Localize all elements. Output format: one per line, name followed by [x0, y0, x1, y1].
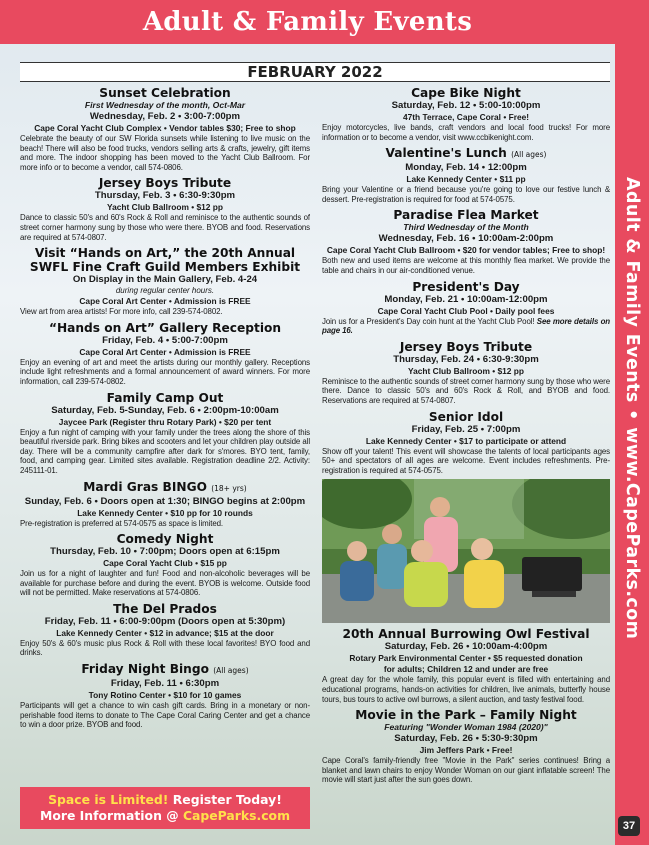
event-description: [322, 185, 610, 204]
event-description: [20, 519, 310, 529]
event-description: [322, 123, 610, 142]
event-date: Thursday, Feb. 3 • 6:30-9:30pm: [94, 190, 236, 202]
event-location: Cape Coral Art Center • Admission is FREE: [79, 296, 251, 307]
event-description: [322, 256, 610, 275]
event-title-text: Family Camp Out: [106, 390, 224, 405]
event-location: Yacht Club Ballroom • $12 pp: [407, 365, 525, 376]
event-description: [20, 701, 310, 730]
event-valentine-s-lunch: [322, 146, 610, 204]
event-description: [322, 377, 610, 406]
event-description-text: Reminisce to the authentic sounds of street corner harmony sung by those who were there. Dance to classic 50's and 60's Rock & Roll, and BYOB and food. Reservations are required at 574-0807.: [322, 376, 610, 405]
event-date: Friday, Feb. 25 • 7:00pm: [411, 423, 521, 435]
group-photo-illustration: [322, 479, 610, 623]
event-title: [20, 480, 310, 496]
event-title-text: President's Day: [412, 279, 520, 294]
event-title: [322, 86, 610, 100]
event-president-s-day: [322, 280, 610, 336]
festival-photo: [322, 479, 610, 623]
cta-more-info: More Information @: [40, 808, 179, 823]
sidebar-text-wrap: [617, 176, 647, 640]
event-description: [322, 756, 610, 785]
event-location: Rotary Park Environmental Center • $5 requested donation: [349, 653, 583, 664]
event-description-text: Participants will get a chance to win cash gift cards. Bring in a monetary or non-perishable food items to donate to The Cape Coral Caring Center and get a chance to win a door prize. BYOB and food.: [20, 701, 310, 730]
event-title-line-2: SWFL Fine Craft Guild Members Exhibit: [29, 260, 301, 275]
event-date: Friday, Feb. 11 • 6:00-9:00pm (Doors open at 5:30pm): [44, 615, 286, 627]
event-description-text: Dance to classic 50's and 60's Rock & Roll and reminisce to the authentic sounds of street corner harmony sung by those who were there. BYOB and food. Reservations are required at 574-0807.: [20, 213, 310, 242]
event-location: Lake Kennedy Center • $12 in advance; $15 at the door: [56, 627, 274, 638]
event-title: [322, 280, 610, 294]
event-title-text: 20th Annual Burrowing Owl Festival: [342, 627, 590, 642]
event-description-text: Bring your Valentine or a friend because you're going to love our festive lunch & dessert. Pre-registration is required for food at 574-0575.: [322, 185, 610, 204]
event-movie-in-the-park-family-night: [322, 708, 610, 785]
event-description: [20, 358, 310, 387]
event-description: [20, 428, 310, 476]
page-number: 37: [618, 816, 640, 836]
right-column: [322, 86, 610, 789]
event-location: Lake Kennedy Center • $11 pp: [406, 174, 526, 185]
event-title-text: Cape Bike Night: [411, 86, 521, 100]
page-title: Adult & Family Events: [142, 7, 473, 37]
event-date: On Display in the Main Gallery, Feb. 4-24: [72, 274, 258, 286]
event-title: [20, 176, 310, 190]
event-title-text: Valentine's Lunch: [385, 146, 507, 161]
event-subtitle: Third Wednesday of the Month: [403, 222, 529, 233]
event-20th-annual-burrowing-owl-festival: [322, 627, 610, 704]
event-location: Cape Coral Art Center • Admission is FREE: [79, 346, 251, 357]
event-comedy-night: [20, 532, 310, 598]
event-visit-hands-on-art-the-20th-annual: [20, 246, 310, 317]
cta-website-link[interactable]: CapeParks.com: [182, 808, 290, 823]
event-description-text: View art from area artists! For more info, call 239-574-0802.: [20, 307, 223, 317]
event-jersey-boys-tribute: [322, 340, 610, 406]
event-date: Monday, Feb. 21 • 10:00am-12:00pm: [384, 293, 548, 305]
event-title-text: Visit “Hands on Art,” the 20th Annual: [34, 246, 296, 261]
event-title-text: Sunset Celebration: [99, 86, 231, 100]
event-location: Lake Kennedy Center • $10 pp for 10 rounds: [77, 507, 253, 518]
event-location: Lake Kennedy Center • $17 to participate or attend: [365, 435, 567, 446]
event-sunset-celebration: [20, 86, 310, 172]
event-age-note: (18+ yrs): [211, 483, 247, 493]
event-location: Cape Coral Yacht Club Ballroom • $20 for vendor tables; Free to shop!: [326, 245, 606, 256]
left-column: [20, 86, 310, 734]
event-title: [322, 146, 610, 162]
event-family-camp-out: [20, 391, 310, 476]
event-title-text: Friday Night Bingo: [81, 662, 209, 677]
event-description-text: A great day for the whole family, this popular event is filled with entertaining and educational programs, hands-on activities for children, live animals, butterfly house tours, bus tours to active owl burrows, a silent auction, and tasty festival food.: [322, 675, 610, 704]
sidebar-text: Adult & Family Events • www.CapeParks.com: [622, 176, 642, 640]
event-description-text: Enjoy motorcycles, live bands, craft vendors and local food trucks! For more information or to become a vendor, visit www.ccbikenight.com.: [322, 123, 610, 142]
register-banner[interactable]: [20, 787, 310, 829]
event-description: [322, 675, 610, 704]
event-description: [322, 317, 610, 336]
event-description-text: Join us for a President's Day coin hunt at the Yacht Club Pool!: [322, 316, 535, 326]
event-more-details: See more details on page 16.: [322, 316, 610, 336]
event-jersey-boys-tribute: [20, 176, 310, 242]
event-location: Cape Coral Yacht Club Complex • Vendor tables $30; Free to shop: [34, 123, 296, 133]
event-description-text: Show off your talent! This event will showcase the talents of local participants ages 50+ and spectators of all ages are welcome. Event includes refreshments. Pre-registration is required at 574-0575.: [322, 446, 610, 475]
event-title: [20, 246, 310, 260]
event-description-text: Pre-registration is preferred at 574-0575 as space is limited.: [20, 518, 224, 528]
event-location-line-2: for adults; Children 12 and under are free: [383, 664, 549, 675]
event-location: 47th Terrace, Cape Coral • Free!: [402, 112, 530, 122]
event-date: Wednesday, Feb. 16 • 10:00am-2:00pm: [378, 233, 554, 245]
event-mardi-gras-bingo: [20, 480, 310, 529]
event-location: Jim Jeffers Park • Free!: [419, 745, 513, 756]
event-title-text: “Hands on Art” Gallery Reception: [48, 320, 282, 335]
event-title: [20, 532, 310, 546]
event-subtitle: Featuring "Wonder Woman 1984 (2020)": [384, 722, 548, 733]
page-header: [0, 0, 615, 44]
event-title: [322, 708, 610, 722]
cta-line-1: [48, 792, 282, 808]
event-description: [20, 569, 310, 598]
event-description-text: Enjoy 50's & 60's music plus Rock & Roll with these local favorites! BYO food and drinks.: [20, 638, 310, 658]
event-description-text: Enjoy a fun night of camping with your family under the trees along the shore of this beautiful riverside park. Bring bikes and scooters and let your children play outside all day. There will be a community campfire after dark for s'mores. BYO tent, family, food, and camping gear. Limited sites available. Registration deadline 2/2. Activity: 245111-01.: [20, 427, 310, 475]
event-title: [20, 602, 310, 616]
event-title-text: The Del Prados: [113, 601, 217, 616]
event-date: Saturday, Feb. 26 • 10:00am-4:00pm: [384, 641, 548, 653]
event-location: Cape Coral Yacht Club Pool • Daily pool fees: [377, 305, 555, 316]
event-description-text: Both new and used items are welcome at this monthly flea market. We provide the table and chairs in our air-conditioned venue.: [322, 256, 610, 275]
event-date: Friday, Feb. 4 • 5:00-7:00pm: [102, 334, 228, 346]
event-cape-bike-night: [322, 86, 610, 142]
event-title: [322, 627, 610, 641]
month-label: FEBRUARY 2022: [247, 63, 383, 81]
event-hands-on-art-gallery-reception: [20, 321, 310, 387]
event-date: Monday, Feb. 14 • 12:00pm: [405, 162, 527, 174]
event-location: Cape Coral Yacht Club • $15 pp: [103, 558, 227, 569]
event-title-text: Senior Idol: [428, 409, 504, 424]
event-description-text: Join us for a night of laughter and fun! Food and non-alcoholic beverages will be available for purchase before and during the event. BYOB is welcome. Outside food will not be permitted. Make reservations at 574-0806.: [20, 569, 310, 598]
event-date: Saturday, Feb. 5-Sunday, Feb. 6 • 2:00pm-10:00am: [51, 404, 279, 416]
cta-line-2: [40, 808, 290, 824]
event-title-text: Movie in the Park – Family Night: [355, 708, 577, 723]
event-title: [20, 321, 310, 335]
event-description: [322, 447, 610, 476]
event-date: Wednesday, Feb. 2 • 3:00-7:00pm: [89, 111, 241, 122]
event-age-note: (All ages): [511, 150, 547, 160]
event-location: Yacht Club Ballroom • $12 pp: [106, 202, 224, 213]
event-friday-night-bingo: [20, 662, 310, 730]
event-title: [20, 86, 310, 100]
event-subtitle: First Wednesday of the month, Oct-Mar: [84, 100, 246, 110]
event-title-text: Jersey Boys Tribute: [98, 176, 232, 191]
event-title-text: Paradise Flea Market: [393, 208, 539, 223]
event-location: Jaycee Park (Register thru Rotary Park) • $20 per tent: [58, 416, 272, 427]
event-date: Saturday, Feb. 26 • 5:30-9:30pm: [394, 733, 538, 745]
event-title: [20, 662, 310, 678]
event-date: Thursday, Feb. 24 • 6:30-9:30pm: [393, 353, 539, 365]
event-date: Thursday, Feb. 10 • 7:00pm; Doors open at 6:15pm: [50, 546, 280, 558]
event-note: during regular center hours.: [115, 286, 215, 296]
event-title-text: Mardi Gras BINGO: [83, 479, 207, 494]
cta-space-limited: Space is Limited!: [48, 792, 169, 807]
event-date: Friday, Feb. 11 • 6:30pm: [110, 678, 220, 690]
event-location: Tony Rotino Center • $10 for 10 games: [88, 690, 242, 701]
event-description: [20, 639, 310, 658]
event-description-text: Enjoy an evening of art and meet the artists during our monthly gallery. Receptions include light refreshments and a formal announcement of award winners. For more information, call 239-574-0802.: [20, 357, 310, 386]
event-description: [20, 307, 310, 317]
event-date: Saturday, Feb. 12 • 5:00-10:00pm: [391, 100, 541, 111]
event-the-del-prados: [20, 602, 310, 658]
event-paradise-flea-market: [322, 208, 610, 275]
event-title-text: Comedy Night: [116, 532, 214, 547]
month-bar: [20, 62, 610, 82]
event-title-text: Jersey Boys Tribute: [399, 339, 533, 354]
event-description-text: Celebrate the beauty of our SW Florida sunsets while listening to live music on the beach! There will also be food trucks, vendors selling arts & crafts, jewelry, gift items and more. The indoor shopping has been moved to the Yacht Club Ballroom. For more info or to become a vendor, call 574-0806.: [20, 134, 310, 172]
event-description: [20, 134, 310, 172]
event-title: [322, 208, 610, 222]
event-description-text: Cape Coral's family-friendly free "Movie in the Park" series continues! Bring a blanket and lawn chairs to enjoy Wonder Woman on our giant inflatable screen! The movie will start just after the sun goes down.: [322, 756, 610, 785]
event-age-note: (All ages): [213, 666, 249, 676]
event-date: Sunday, Feb. 6 • Doors open at 1:30; BINGO begins at 2:00pm: [24, 495, 306, 507]
event-senior-idol: [322, 410, 610, 476]
event-title: [322, 410, 610, 424]
event-description: [20, 213, 310, 242]
event-title: [20, 391, 310, 405]
cta-register: Register Today!: [172, 792, 282, 807]
event-title: [322, 340, 610, 354]
